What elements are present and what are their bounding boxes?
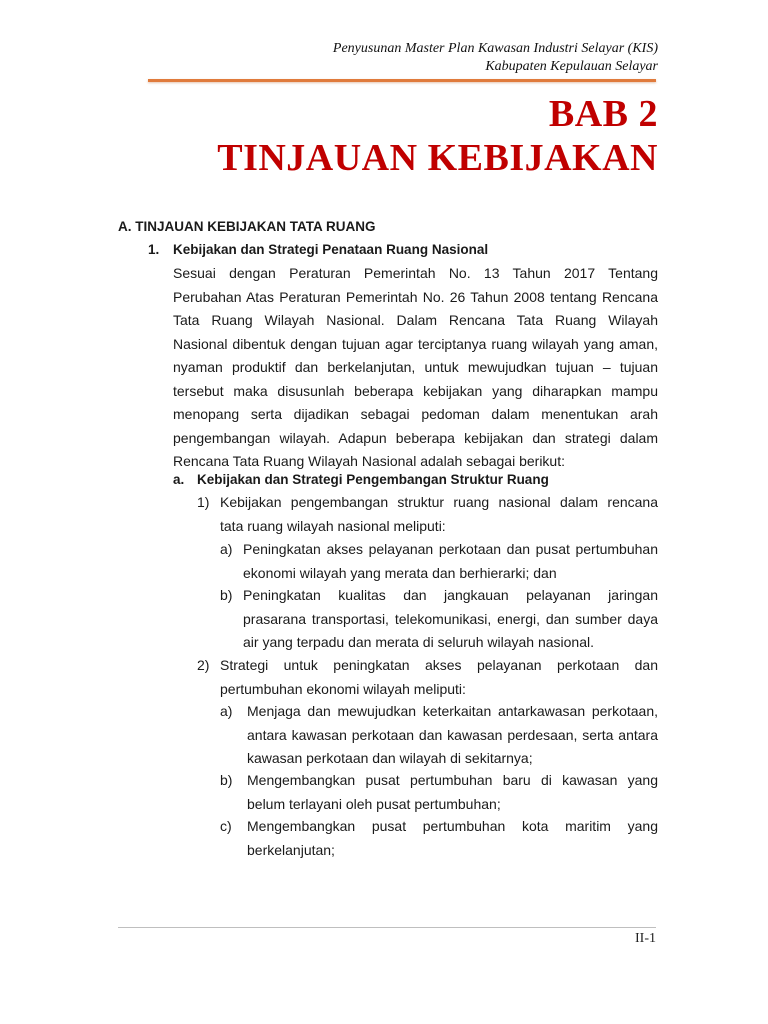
point-label: 2) <box>197 657 210 673</box>
point-line: Kebijakan pengembangan struktur ruang nasional dalam rencana <box>220 494 658 510</box>
item-label: 1. <box>148 242 160 257</box>
list-item-line: Peningkatan akses pelayanan perkotaan dan pusat pertumbuhan <box>243 541 658 557</box>
chapter-title: TINJAUAN KEBIJAKAN <box>217 137 658 179</box>
paragraph-line: Perubahan Atas Peraturan Pemerintah No. 26 Tahun 2008 tentang Rencana <box>173 288 658 305</box>
point-line: pertumbuhan ekonomi wilayah meliputi: <box>220 680 466 697</box>
list-item-line: antara kawasan perkotaan dan kawasan perdesaan, serta antara <box>247 726 658 743</box>
paragraph-line: Tata Ruang Wilayah Nasional. Dalam Rencana Tata Ruang Wilayah <box>173 312 658 328</box>
list-item-line: prasarana transportasi, telekomunikasi, energi, dan sumber daya <box>243 610 658 627</box>
list-item <box>247 769 658 816</box>
subitem-label: a. <box>173 472 185 487</box>
header-subtitle: Kabupaten Kepulauan Selayar <box>485 59 658 74</box>
point-label: 1) <box>197 494 210 510</box>
list-item-label: a) <box>220 703 233 719</box>
list-item-line: air yang terpadu dan merata di seluruh wilayah nasional. <box>243 634 594 650</box>
paragraph-line: Nasional dibentuk dengan tujuan agar terciptanya ruang wilayah yang aman, <box>173 335 658 352</box>
item-title: Kebijakan dan Strategi Penataan Ruang Nasional <box>173 242 489 257</box>
point-line: tata ruang wilayah nasional meliputi: <box>220 517 446 534</box>
paragraph-line: pengembangan wilayah. Adapun beberapa kebijakan dan strategi dalam <box>173 429 658 446</box>
paragraph-line: menopang serta dijadikan sebagai pedoman dalam menentukan arah <box>173 406 658 422</box>
list-item-line: kawasan perkotaan dan wilayah di sekitarnya; <box>247 750 533 766</box>
list-item <box>247 815 658 862</box>
chapter-number: BAB 2 <box>548 93 658 135</box>
list-item-line: Mengembangkan pusat pertumbuhan baru di kawasan yang <box>247 772 658 788</box>
subitem-title: Kebijakan dan Strategi Pengembangan Struktur Ruang <box>197 472 549 487</box>
list-item-line: Mengembangkan pusat pertumbuhan kota maritim yang <box>247 818 658 834</box>
intro-paragraph <box>173 262 658 474</box>
list-item-line: Peningkatan kualitas dan jangkauan pelayanan jaringan <box>243 587 658 603</box>
point-line: Strategi untuk peningkatan akses pelayanan perkotaan dan <box>220 657 658 673</box>
list-item-label: c) <box>220 818 232 834</box>
list-item <box>247 700 658 771</box>
list-item-label: b) <box>220 772 233 788</box>
list-item-line: Menjaga dan mewujudkan keterkaitan antarkawasan perkotaan, <box>247 703 658 719</box>
paragraph-line: nyaman produktif dan berkelanjutan, untuk mewujudkan tujuan – tujuan <box>173 359 658 375</box>
list-item <box>243 584 658 655</box>
list-item <box>243 538 658 585</box>
point-text <box>220 654 658 701</box>
list-item-line: ekonomi wilayah yang merata dan berhierarki; dan <box>243 564 557 581</box>
paragraph-line: tersebut maka disusunlah beberapa kebijakan yang diharapkan mampu <box>173 382 658 399</box>
header-rule <box>148 79 656 82</box>
paragraph-line: Rencana Tata Ruang Wilayah Nasional adalah sebagai berikut: <box>173 453 565 469</box>
header-title: Penyusunan Master Plan Kawasan Industri Selayar (KIS) <box>332 41 658 56</box>
paragraph-line: Sesuai dengan Peraturan Pemerintah No. 13 Tahun 2017 Tentang <box>173 265 658 281</box>
list-item-line: belum terlayani oleh pusat pertumbuhan; <box>247 795 501 812</box>
footer-rule <box>118 927 656 928</box>
page-number: II-1 <box>635 931 656 946</box>
section-heading: A. TINJAUAN KEBIJAKAN TATA RUANG <box>118 219 376 234</box>
list-item-line: berkelanjutan; <box>247 841 335 858</box>
point-text <box>220 491 658 538</box>
list-item-label: a) <box>220 541 233 557</box>
list-item-label: b) <box>220 587 233 603</box>
